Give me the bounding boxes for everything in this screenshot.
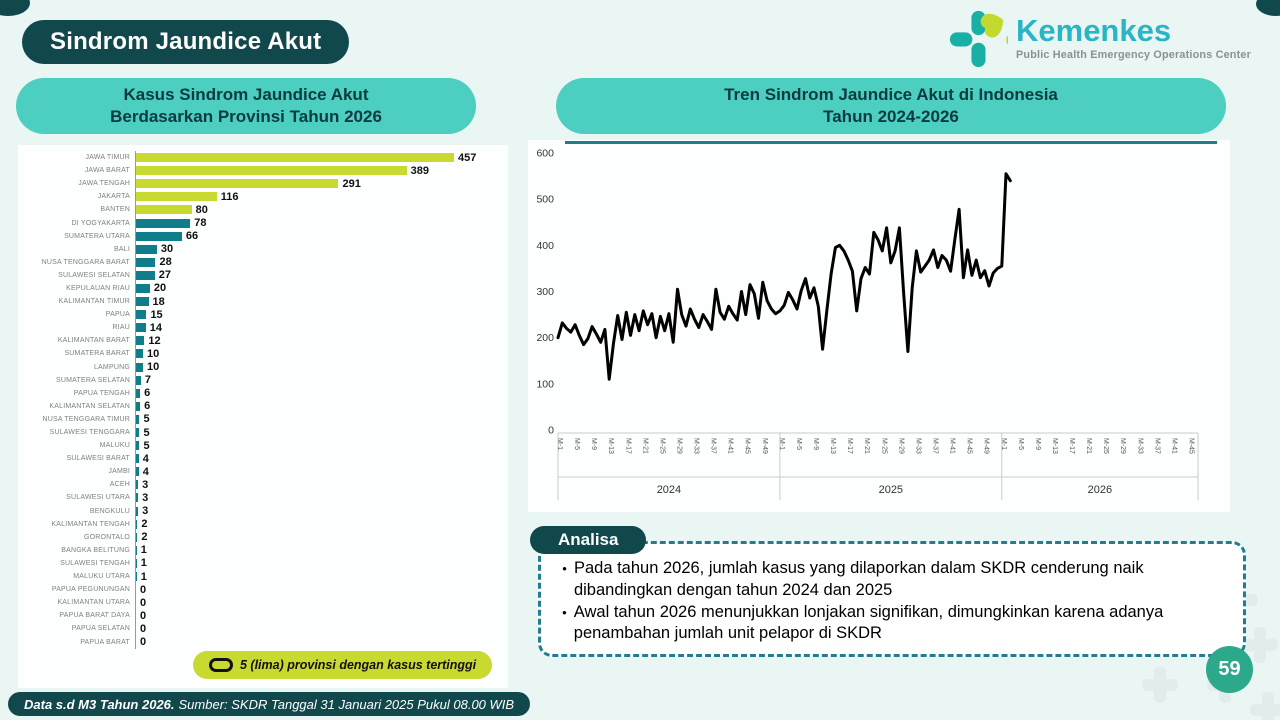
bar-label: BANGKA BELITUNG xyxy=(61,546,130,554)
bar-value: 389 xyxy=(410,164,430,177)
analysis-bullet-text: Pada tahun 2026, jumlah kasus yang dilaporkan dalam SKDR cenderung naik dibandingkan dengan tahun 2024 dan 2025 xyxy=(573,559,1144,599)
analysis-bullet xyxy=(555,602,1225,646)
bar-row xyxy=(25,243,495,256)
bar-row xyxy=(25,505,495,518)
x-axis-tick-label: M-49 xyxy=(760,438,768,454)
bar-row xyxy=(25,622,495,635)
bar-value: 80 xyxy=(195,203,208,216)
bar xyxy=(136,533,137,542)
bar-label: BENGKULU xyxy=(89,507,130,515)
bar-track xyxy=(135,583,495,596)
bar-row xyxy=(25,177,495,190)
y-axis-tick-label: 200 xyxy=(536,332,554,345)
legend-label: 5 (lima) provinsi dengan kasus tertinggi xyxy=(240,658,477,672)
bar xyxy=(136,546,137,555)
bar-row xyxy=(25,531,495,544)
bar-track xyxy=(135,282,495,295)
bar-row xyxy=(25,190,495,203)
bar xyxy=(136,205,192,214)
bar-value: 6 xyxy=(144,400,151,413)
x-axis-tick-label: M-41 xyxy=(726,438,734,454)
bar-track xyxy=(135,361,495,374)
x-axis-tick-label: M-5 xyxy=(794,438,802,451)
x-axis-tick-label: M-1 xyxy=(556,438,563,451)
legend-highlight-swatch-icon xyxy=(209,658,233,672)
bar xyxy=(136,572,137,581)
bar-label: JAWA TENGAH xyxy=(78,180,130,188)
bar xyxy=(136,232,182,241)
bar-track xyxy=(135,321,495,334)
bar-label: PAPUA xyxy=(105,311,130,319)
bar-track xyxy=(135,216,495,229)
x-axis-tick-label: M-25 xyxy=(1102,438,1110,454)
bar-value: 2 xyxy=(141,531,148,544)
x-axis-tick-label: M-41 xyxy=(948,438,956,454)
bar-value: 12 xyxy=(148,334,161,347)
page-number-badge: 59 xyxy=(1206,646,1253,693)
bar-label: DI YOGYAKARTA xyxy=(71,219,130,227)
x-axis-tick-label: M-29 xyxy=(675,438,683,454)
bar-row xyxy=(25,570,495,583)
bar xyxy=(136,493,138,502)
bar-label: SULAWESI TENGAH xyxy=(60,559,130,567)
bar-label: JAWA TIMUR xyxy=(85,154,130,162)
x-axis-tick-label: M-21 xyxy=(1085,438,1093,454)
bar-label: PAPUA TENGAH xyxy=(73,389,130,397)
footer-data-period: Data s.d M3 Tahun 2026. xyxy=(24,696,175,712)
bar-row xyxy=(25,400,495,413)
x-axis-tick-label: M-25 xyxy=(880,438,888,454)
x-axis-tick-label: M-21 xyxy=(641,438,649,454)
bar xyxy=(136,297,149,306)
bar-value: 457 xyxy=(458,151,477,164)
bar-track xyxy=(135,544,495,557)
bar-label: NUSA TENGGARA TIMUR xyxy=(42,415,130,423)
bar-value: 10 xyxy=(146,361,160,374)
bar xyxy=(136,153,454,162)
x-axis-tick-label: M-1 xyxy=(777,438,785,451)
bar-value: 291 xyxy=(342,177,361,190)
bar-track xyxy=(135,308,495,321)
bar-row xyxy=(25,491,495,504)
bar-value: 1 xyxy=(140,557,147,570)
bar-track xyxy=(135,505,495,518)
bar-label: ACEH xyxy=(109,481,130,489)
x-axis-tick-label: M-25 xyxy=(658,438,666,454)
bar-label: SUMATERA BARAT xyxy=(64,350,130,358)
bar-track xyxy=(135,439,495,452)
bar-chart-legend xyxy=(193,651,492,679)
bar-track xyxy=(135,256,495,269)
bullet-icon: • xyxy=(562,561,567,576)
bar-row xyxy=(25,308,495,321)
bar-value: 5 xyxy=(143,426,150,439)
bar-value: 0 xyxy=(140,596,147,609)
bar-row xyxy=(25,164,495,177)
bar-label: JAKARTA xyxy=(97,193,130,201)
y-axis-tick-label: 0 xyxy=(548,424,554,437)
bar-value: 4 xyxy=(142,465,149,478)
bar-row xyxy=(25,269,495,282)
line-chart-title xyxy=(556,78,1226,134)
bar-track xyxy=(135,347,495,360)
bar-track xyxy=(135,570,495,583)
bar-value: 14 xyxy=(149,321,162,334)
bar xyxy=(136,310,146,319)
analysis-title: Analisa xyxy=(530,526,646,554)
x-axis-tick-label: M-29 xyxy=(1119,438,1127,454)
bar-row xyxy=(25,361,495,374)
analysis-box xyxy=(538,541,1246,657)
page-title: Sindrom Jaundice Akut xyxy=(22,20,349,64)
bar-label: JAWA BARAT xyxy=(84,167,130,175)
x-axis-tick-label: M-49 xyxy=(982,438,990,454)
bar xyxy=(136,559,137,568)
bar-chart-title-line1: Kasus Sindrom Jaundice Akut xyxy=(123,84,369,104)
bar-track xyxy=(135,295,495,308)
corner-decoration-top-left xyxy=(0,0,30,16)
bullet-icon: • xyxy=(562,604,567,620)
bar-label: NUSA TENGGARA BARAT xyxy=(41,258,130,266)
bar-row xyxy=(25,609,495,622)
bar-track xyxy=(135,635,495,648)
x-axis-tick-label: M-9 xyxy=(1033,438,1041,451)
year-label: 2026 xyxy=(1087,484,1113,496)
trend-line-chart xyxy=(528,140,1230,512)
x-axis-tick-label: M-33 xyxy=(692,438,700,454)
bar-label: PAPUA SELATAN xyxy=(71,625,130,633)
footer-source-text: Sumber: SKDR Tanggal 31 Januari 2025 Pukul 08.00 WIB xyxy=(178,696,515,712)
analysis-bullet-text: Awal tahun 2026 menunjukkan lonjakan signifikan, dimungkinkan karena adanya penambahan jumlah unit pelapor di SKDR xyxy=(573,602,1164,643)
bar-track xyxy=(135,243,495,256)
bar-label: KALIMANTAN TIMUR xyxy=(58,298,130,306)
bar-row xyxy=(25,334,495,347)
bar-chart-title xyxy=(16,78,476,134)
bar xyxy=(136,363,143,372)
bar-row xyxy=(25,544,495,557)
bar xyxy=(136,258,155,267)
bar-value: 66 xyxy=(185,230,199,243)
bar-value: 3 xyxy=(142,491,149,504)
bar xyxy=(136,441,139,450)
bar-track xyxy=(135,334,495,347)
bar-value: 4 xyxy=(142,452,149,465)
x-axis-tick-label: M-45 xyxy=(965,438,973,454)
bar-label: SULAWESI SELATAN xyxy=(58,271,130,279)
bar xyxy=(136,507,138,516)
bar-track xyxy=(135,203,495,216)
y-axis-tick-label: 300 xyxy=(536,286,554,298)
bar-value: 0 xyxy=(140,609,147,622)
bar-rows xyxy=(25,151,495,649)
bar xyxy=(136,336,144,345)
bar-row xyxy=(25,518,495,531)
bar xyxy=(136,389,140,398)
bar-label: KALIMANTAN BARAT xyxy=(57,337,130,345)
bar xyxy=(136,376,141,385)
bar-label: MALUKU UTARA xyxy=(73,573,130,581)
bar-value: 10 xyxy=(146,347,160,360)
bar-row xyxy=(25,413,495,426)
bar-label: PAPUA BARAT DAYA xyxy=(59,612,130,620)
bar xyxy=(136,428,139,437)
bar-track xyxy=(135,374,495,387)
bar-value: 2 xyxy=(141,518,148,531)
bar-label: KALIMANTAN UTARA xyxy=(57,599,130,607)
bar xyxy=(136,480,138,489)
bar-track xyxy=(135,465,495,478)
bar-value: 5 xyxy=(143,439,150,452)
bar-track xyxy=(135,387,495,400)
kemenkes-logo xyxy=(948,8,1251,68)
bar-row xyxy=(25,295,495,308)
bar-track xyxy=(135,151,495,164)
bar-value: 27 xyxy=(158,269,172,282)
x-axis-tick-label: M-5 xyxy=(1016,438,1024,451)
bar xyxy=(136,349,143,358)
bar-label: SULAWESI UTARA xyxy=(66,494,130,502)
bar-track xyxy=(135,269,495,282)
bar-label: SULAWESI TENGGARA xyxy=(49,429,130,437)
kemenkes-logo-icon xyxy=(948,8,1008,68)
bar xyxy=(136,219,190,228)
bar-row xyxy=(25,387,495,400)
x-axis-tick-label: M-33 xyxy=(1136,438,1144,454)
bar-track xyxy=(135,478,495,491)
bar-value: 28 xyxy=(159,256,172,269)
bar-row xyxy=(25,230,495,243)
bar-value: 116 xyxy=(220,190,239,203)
bar-value: 78 xyxy=(194,217,207,230)
bar-track xyxy=(135,518,495,531)
bar-value: 20 xyxy=(153,282,167,295)
bar-track xyxy=(135,190,495,203)
x-axis-tick-label: M-45 xyxy=(743,438,751,454)
x-axis-tick-label: M-21 xyxy=(863,438,871,454)
bar-row xyxy=(25,151,495,164)
bar-row xyxy=(25,465,495,478)
bar-value: 3 xyxy=(142,505,149,518)
bar-label: SUMATERA UTARA xyxy=(64,232,130,240)
bar-value: 0 xyxy=(140,636,147,649)
bar-label: PAPUA PEGUNUNGAN xyxy=(51,586,130,594)
bar-track xyxy=(135,531,495,544)
bar-track xyxy=(135,230,495,243)
bar xyxy=(136,323,146,332)
bar-track xyxy=(135,596,495,609)
bar-track xyxy=(135,177,495,190)
x-axis-tick-label: M-5 xyxy=(573,438,581,451)
x-axis-tick-label: M-37 xyxy=(1153,438,1161,454)
bar-label: RIAU xyxy=(112,324,130,332)
line-chart-title-line2: Tahun 2024-2026 xyxy=(823,107,959,126)
bar-track xyxy=(135,557,495,570)
bar-label: LAMPUNG xyxy=(93,363,130,371)
corner-decoration-top-right xyxy=(1256,0,1280,16)
bar-row xyxy=(25,583,495,596)
bar-row xyxy=(25,452,495,465)
bar-row xyxy=(25,256,495,269)
bar-label: PAPUA BARAT xyxy=(80,638,130,646)
bar xyxy=(136,284,150,293)
bar-track xyxy=(135,609,495,622)
kemenkes-logo-subtitle: Public Health Emergency Operations Center xyxy=(1016,49,1251,62)
x-axis-tick-label: M-13 xyxy=(829,438,837,454)
bar-label: BALI xyxy=(114,245,130,253)
x-axis-tick-label: M-13 xyxy=(607,438,615,454)
y-axis-tick-label: 100 xyxy=(536,378,554,391)
bar xyxy=(136,166,407,175)
year-label: 2024 xyxy=(656,484,682,496)
x-axis-tick-label: M-37 xyxy=(931,438,939,454)
bar-row xyxy=(25,203,495,216)
bar-label: KEPULAUAN RIAU xyxy=(66,284,130,292)
bar-value: 6 xyxy=(144,387,151,400)
bar-value: 5 xyxy=(143,413,150,426)
bar-row xyxy=(25,216,495,229)
bar-label: SULAWESI BARAT xyxy=(66,455,130,463)
x-axis-tick-label: M-41 xyxy=(1170,438,1178,454)
x-axis-tick-label: M-33 xyxy=(914,438,922,454)
bar xyxy=(136,467,139,476)
bar xyxy=(136,192,217,201)
bar-chart-title-line2: Berdasarkan Provinsi Tahun 2026 xyxy=(110,107,382,126)
y-axis-tick-label: 400 xyxy=(536,239,554,252)
x-axis-tick-label: M-37 xyxy=(709,438,717,454)
bar-row xyxy=(25,478,495,491)
bar xyxy=(136,415,139,424)
x-axis-tick-label: M-45 xyxy=(1187,438,1195,454)
x-axis-tick-label: M-17 xyxy=(846,438,854,454)
x-axis-tick-label: M-9 xyxy=(590,438,598,451)
bar xyxy=(136,520,137,529)
bar-label: MALUKU xyxy=(99,442,130,450)
bar-row xyxy=(25,439,495,452)
bar-track xyxy=(135,622,495,635)
bar-label: BANTEN xyxy=(100,206,130,214)
bar-label: GORONTALO xyxy=(83,533,130,541)
bar-value: 1 xyxy=(140,570,147,583)
bar-row xyxy=(25,321,495,334)
line-chart-title-line1: Tren Sindrom Jaundice Akut di Indonesia xyxy=(724,84,1058,104)
y-axis-tick-label: 500 xyxy=(536,193,554,206)
x-axis-tick-label: M-13 xyxy=(1050,438,1058,454)
bar-row xyxy=(25,635,495,648)
analysis-bullet xyxy=(555,558,1225,602)
x-axis-tick-label: M-29 xyxy=(897,438,905,454)
bar-row xyxy=(25,374,495,387)
analysis-bullet-list xyxy=(555,558,1225,645)
bar-value: 15 xyxy=(150,308,163,321)
bar-row xyxy=(25,596,495,609)
bar-value: 30 xyxy=(160,243,174,256)
x-axis-tick-label: M-17 xyxy=(624,438,632,454)
x-axis-tick-label: M-9 xyxy=(812,438,820,451)
bar-track xyxy=(135,413,495,426)
y-axis-tick-label: 600 xyxy=(536,147,554,160)
bar xyxy=(136,245,157,254)
year-label: 2025 xyxy=(878,484,904,496)
bar-track xyxy=(135,164,495,177)
bar-value: 7 xyxy=(144,374,151,387)
bar-row xyxy=(25,282,495,295)
bar-value: 18 xyxy=(152,295,165,308)
bar-track xyxy=(135,452,495,465)
bar-value: 3 xyxy=(142,478,149,491)
trend-line xyxy=(558,174,1010,379)
bar-label: JAMBI xyxy=(108,468,130,476)
bar-track xyxy=(135,400,495,413)
bar xyxy=(136,179,338,188)
bar xyxy=(136,454,139,463)
bar-row xyxy=(25,347,495,360)
footer-source xyxy=(8,692,530,716)
bar-row xyxy=(25,426,495,439)
kemenkes-logo-brand: Kemenkes xyxy=(1016,12,1172,48)
bar xyxy=(136,271,155,280)
bar-value: 0 xyxy=(140,622,147,635)
bar-row xyxy=(25,557,495,570)
bar-value: 1 xyxy=(140,544,147,557)
x-axis-tick-label: M-1 xyxy=(999,438,1007,451)
bar-label: KALIMANTAN TENGAH xyxy=(51,520,130,528)
x-axis-tick-label: M-17 xyxy=(1068,438,1076,454)
bar xyxy=(136,402,140,411)
bar-track xyxy=(135,491,495,504)
bar-track xyxy=(135,426,495,439)
bar-label: SUMATERA SELATAN xyxy=(56,376,130,384)
bar-value: 0 xyxy=(140,583,147,596)
bar-label: KALIMANTAN SELATAN xyxy=(49,402,130,410)
